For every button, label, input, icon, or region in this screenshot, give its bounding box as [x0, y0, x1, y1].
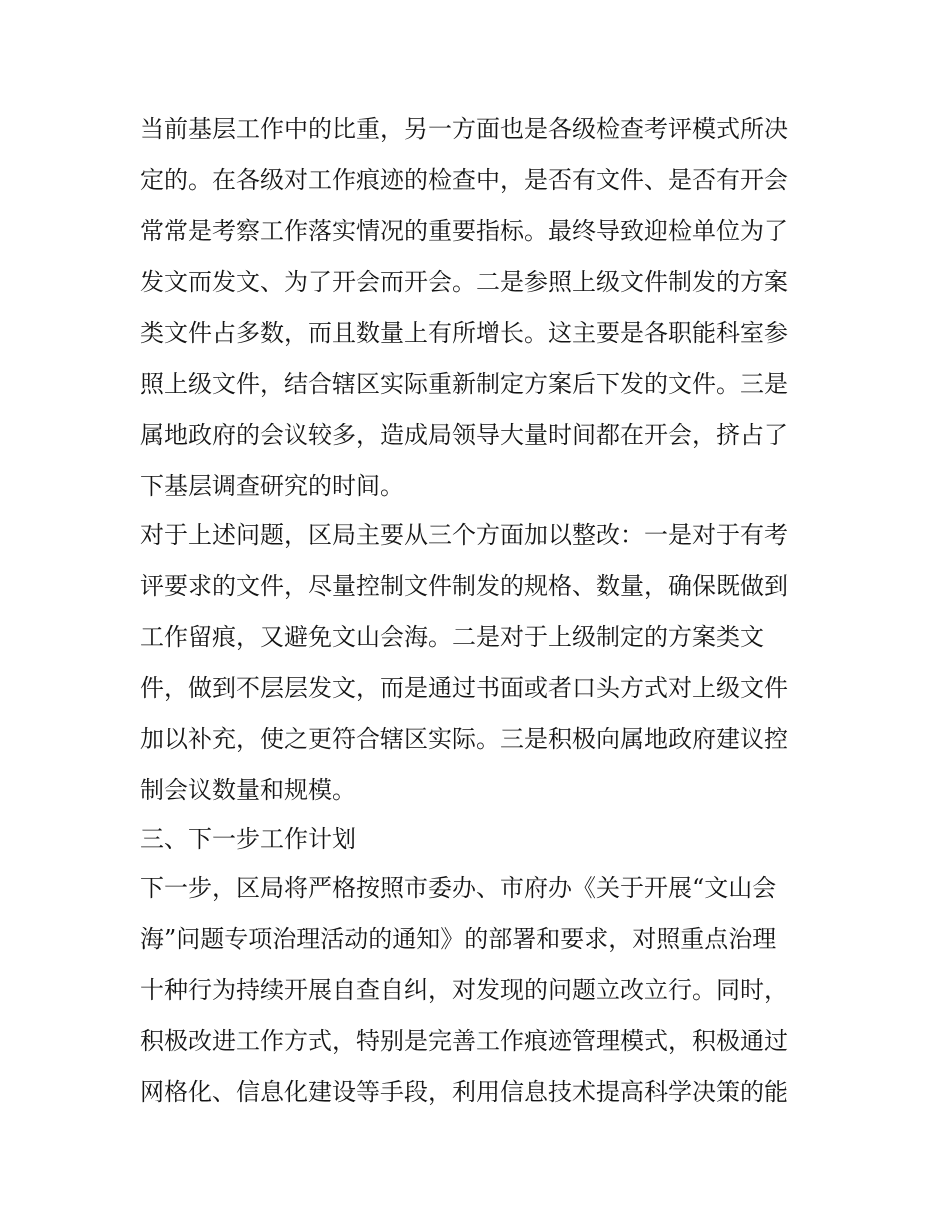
paragraph-start-line: 对于上述问题，区局主要从三个方面加以整改：一是对于有考 [140, 521, 788, 549]
text-line: 类文件占多数，而且数量上有所增长。这主要是各职能科室参 [140, 319, 788, 347]
paragraph-start-line: 下一步，区局将严格按照市委办、市府办《关于开展“文山会 [140, 874, 777, 902]
text-line: 常常是考察工作落实情况的重要指标。最终导致迎检单位为了 [140, 217, 788, 245]
text-line: 照上级文件，结合辖区实际重新制定方案后下发的文件。三是 [140, 370, 788, 398]
text-line: 加以补充，使之更符合辖区实际。三是积极向属地政府建议控 [140, 725, 788, 753]
text-line: 海”问题专项治理活动的通知》的部署和要求，对照重点治理 [140, 925, 777, 953]
text-line: 网格化、信息化建设等手段，利用信息技术提高科学决策的能 [140, 1078, 788, 1106]
text-line: 发文而发文、为了开会而开会。二是参照上级文件制发的方案 [140, 268, 788, 296]
text-line: 下基层调查研究的时间。 [140, 472, 404, 500]
text-line: 积极改进工作方式，特别是完善工作痕迹管理模式，积极通过 [140, 1027, 788, 1055]
text-line: 当前基层工作中的比重，另一方面也是各级检查考评模式所决 [140, 115, 788, 143]
text-line: 属地政府的会议较多，造成局领导大量时间都在开会，挤占了 [140, 421, 788, 449]
text-line: 定的。在各级对工作痕迹的检查中，是否有文件、是否有开会 [140, 166, 788, 194]
text-line: 工作留痕，又避免文山会海。二是对于上级制定的方案类文 [140, 623, 764, 651]
text-line: 制会议数量和规模。 [140, 776, 356, 804]
text-line: 十种行为持续开展自查自纠，对发现的问题立改立行。同时， [140, 976, 788, 1004]
section-heading: 三、下一步工作计划 [140, 825, 356, 853]
text-line: 件，做到不层层发文，而是通过书面或者口头方式对上级文件 [140, 674, 788, 702]
text-line: 评要求的文件，尽量控制文件制发的规格、数量，确保既做到 [140, 572, 788, 600]
